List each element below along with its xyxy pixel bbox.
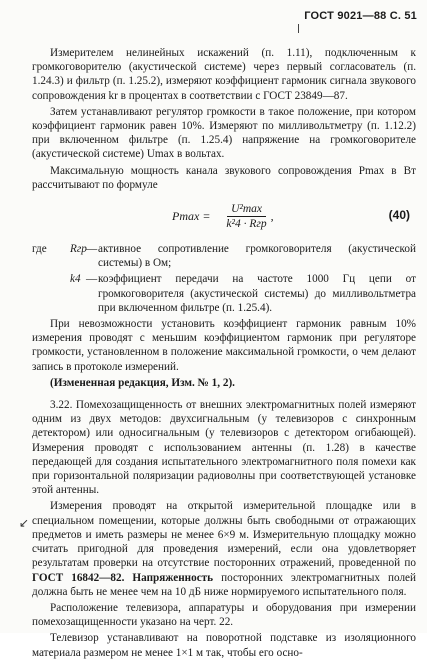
formula-lhs: Pmax = <box>172 208 211 223</box>
definitions-intro: где <box>32 243 47 256</box>
definition-dash: — <box>86 243 98 256</box>
paragraph-amendment-note: (Измененная редакция, Изм. № 1, 2). <box>50 376 235 389</box>
paragraph-harmonic-measurement: Измерителем нелинейных искажений (п. 1.11), подключенным к громкоговорителю (акустической системе) через первый согласователь (п. 1.24.3) и фильтр (п. 1.25.2), измеряют коэффициент гармоник сигнала звукового сопровождения kr в процентах в соответствии с ГОСТ 23849—87. <box>32 47 416 102</box>
margin-annotation-mark: ↙ <box>19 516 30 530</box>
formula-denominator: k²4 · Rгр <box>226 217 267 230</box>
definition-text: коэффициент передачи на частоте 1000 Гц цепи от громкоговорителя (акустической системы) до милливольтметра при включенном фильтре (п. 1.25.4). <box>98 273 416 314</box>
running-head: ГОСТ 9021—88 С. 51 <box>304 10 417 22</box>
definition-row <box>32 272 416 315</box>
paragraph-max-power-intro: Максимальную мощность канала звукового сопровождения Pmax в Вт рассчитывают по формуле <box>32 164 416 191</box>
page-body <box>32 46 416 662</box>
definition-text: активное сопротивление громкоговорителя (акустической системы) в Ом; <box>98 243 416 270</box>
formula-number: (40) <box>388 208 410 223</box>
formula-max-power <box>172 196 274 236</box>
definition-dash: — <box>86 273 98 286</box>
definition-row <box>32 242 416 270</box>
site-text-part2: посторонних электромагнитных полей должна быть не менее чем на 10 дБ ниже нормируемого испытательного поля. <box>32 571 416 598</box>
paragraph-3-22-immunity: 3.22. Помехозащищенность от внешних электромагнитных полей измеряют одним из двух методов: двухсигнальным (у телевизоров с синхронным детектором) или односигнальным (у телевизоров с детектором огибающей). Измерения проводят с использованием антенны (п. 1.28) в качестве передающей для создания испытательного электромагнитного поля помехи как при горизонтальной поляризации радиоволны при соответствующей установке этой антенны. <box>32 399 416 497</box>
paragraph-measurement-site <box>32 499 416 598</box>
site-text-part1: Измерения проводят на открытой измерительной площадке или в специальном помещении, которые должны быть свободными от отражающих предметов и иметь размеры не менее 6×9 м. Измерительную площадку можно считать пригодной для проведения измерений, если она удовлетворяет результатам проверки на отсутствие посторонних отражений, проведенной по <box>32 500 416 570</box>
paragraph-reduced-harmonics: При невозможности установить коэффициент гармоник равным 10% измерения проводят с меньшим коэффициентом гармоник при регуляторе громкости, установленном в положение максимальной громкости, о чем делают запись в протоколе измерений. <box>32 318 416 373</box>
site-text-bold-standard: ГОСТ 16842—82. Напряженность <box>32 571 214 584</box>
paragraph-volume-setting: Затем устанавливают регулятор громкости в такое положение, при котором коэффициент гармоник равен 10%. Измеряют по милливольтметру (п. 1.12.2) при включенном фильтре (п. 1.25.4) напряжение на громкоговорителе (акустической системе) Umax в вольтах. <box>32 105 416 161</box>
formula-40-row <box>32 194 416 238</box>
header-tick-mark <box>298 24 299 33</box>
definition-symbol: Rгр <box>70 243 87 256</box>
symbol-definitions <box>32 242 416 315</box>
formula-numerator: U²max <box>227 202 266 217</box>
paragraph-tv-placement: Телевизор устанавливают на поворотной подставке из изоляционного материала размером не менее 1×1 м так, чтобы его осно- <box>32 632 416 659</box>
formula-trailing-comma: , <box>270 208 274 223</box>
paragraph-equipment-layout: Расположение телевизора, аппаратуры и оборудования при измерении помехозащищенности указано на черт. 22. <box>32 601 416 629</box>
definition-symbol: k4 <box>70 273 81 286</box>
formula-fraction <box>222 202 270 231</box>
